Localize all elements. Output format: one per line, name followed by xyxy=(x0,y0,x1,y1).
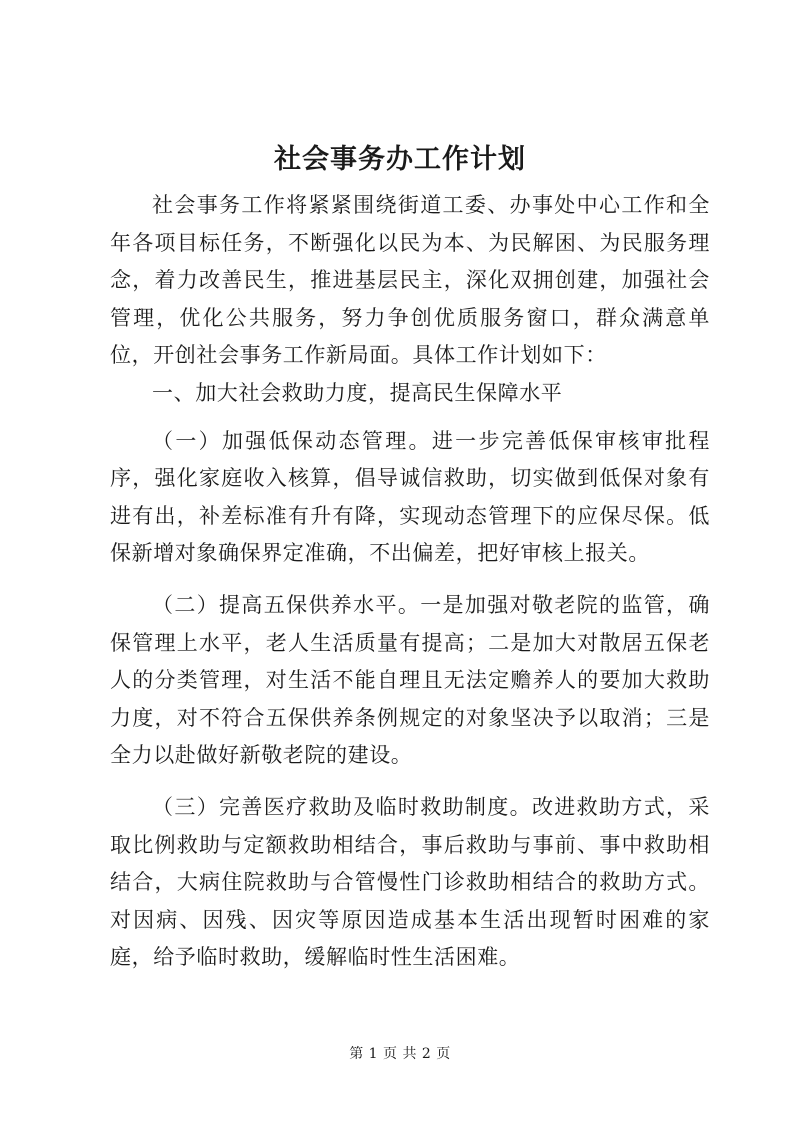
section-heading: 一、加大社会救助力度，提高民生保障水平 xyxy=(152,380,563,405)
document-title: 社会事务办工作计划 xyxy=(274,144,526,175)
paragraph-item-2: （二）提高五保供养水平。一是加强对敬老院的监管，确保管理上水平，老人生活质量有提高；二是加大对散居五保老人的分类管理，对生活不能自理且无法定赡养人的要加大救助力度，对不符合五保供养条例规定的对象坚决予以取消；三是全力以赴做好新敬老院的建设。 xyxy=(110,592,710,768)
document-body xyxy=(110,187,710,977)
paragraph-item-3: （三）完善医疗救助及临时救助制度。改进救助方式，采取比例救助与定额救助相结合，事后救助与事前、事中救助相结合，大病住院救助与合管慢性门诊救助相结合的救助方式。对因病、因残、因灾等原因造成基本生活出现暂时困难的家庭，给予临时救助，缓解临时性生活困难。 xyxy=(110,794,710,970)
intro-paragraph: 社会事务工作将紧紧围绕街道工委、办事处中心工作和全年各项目标任务，不断强化以民为本、为民解困、为民服务理念，着力改善民生，推进基层民主，深化双拥创建，加强社会管理，优化公共服务，努力争创优质服务窗口，群众满意单位，开创社会事务工作新局面。具体工作计划如下： xyxy=(110,193,710,368)
paragraph-item-1: （一）加强低保动态管理。进一步完善低保审核审批程序，强化家庭收入核算，倡导诚信救助，切实做到低保对象有进有出，补差标准有升有降，实现动态管理下的应保尽保。低保新增对象确保界定准确，不出偏差，把好审核上报关。 xyxy=(110,428,710,566)
page-number-footer: 第 1 页 共 2 页 xyxy=(349,1046,451,1062)
